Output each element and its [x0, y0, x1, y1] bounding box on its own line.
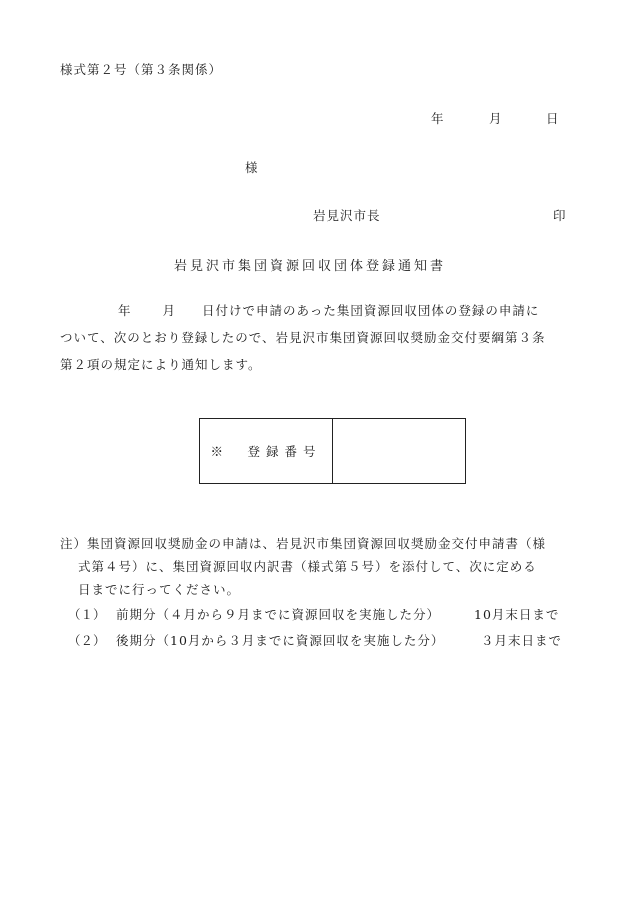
- note-line-3: 日までに行ってください。: [78, 582, 241, 597]
- note-line-2: 式第４号）に、集団資源回収内訳書（様式第５号）を添付して、次に定める: [78, 559, 537, 574]
- body-paragraph: [60, 297, 580, 378]
- note-item-2-text: 後期分（10月から３月までに資源回収を実施した分）: [116, 633, 445, 648]
- registration-number-table: [199, 418, 466, 484]
- note-item-1-deadline: 10月末日まで: [474, 607, 560, 622]
- note-item-1-number: （１）: [68, 607, 106, 622]
- note-item-1-text: 前期分（４月から９月までに資源回収を実施した分）: [116, 607, 441, 622]
- date-day: 日: [546, 111, 559, 126]
- body-line-2: ついて、次のとおり登録したので、岩見沢市集団資源回収奨励金交付要綱第３条: [60, 330, 546, 345]
- date-month: 月: [489, 111, 502, 126]
- note-block: [60, 532, 585, 601]
- note-item-2-deadline: ３月末日まで: [481, 633, 563, 648]
- issuer-title: 岩見沢市長: [313, 208, 381, 223]
- registration-number-value: [333, 419, 465, 483]
- body-line-1: [60, 297, 580, 324]
- note-line-1: 注）集団資源回収奨励金の申請は、岩見沢市集団資源回収奨励金交付申請書（様: [60, 536, 547, 551]
- doc-title: 岩見沢市集団資源回収団体登録通知書: [174, 259, 447, 274]
- addressee-suffix: 様: [245, 160, 258, 175]
- body-line-1-rest: 日付けで申請のあった集団資源回収団体の登録の申請に: [202, 303, 540, 318]
- note-item-2-number: （２）: [68, 633, 106, 648]
- body-month: 月: [162, 303, 176, 318]
- date-year: 年: [431, 111, 444, 126]
- form-label: 様式第２号（第３条関係）: [60, 62, 223, 77]
- issuer-seal: 印: [553, 208, 566, 223]
- body-line-3: 第２項の規定により通知します。: [60, 357, 262, 372]
- registration-number-label: ※ 登録番号: [200, 419, 333, 483]
- body-year: 年: [118, 303, 131, 318]
